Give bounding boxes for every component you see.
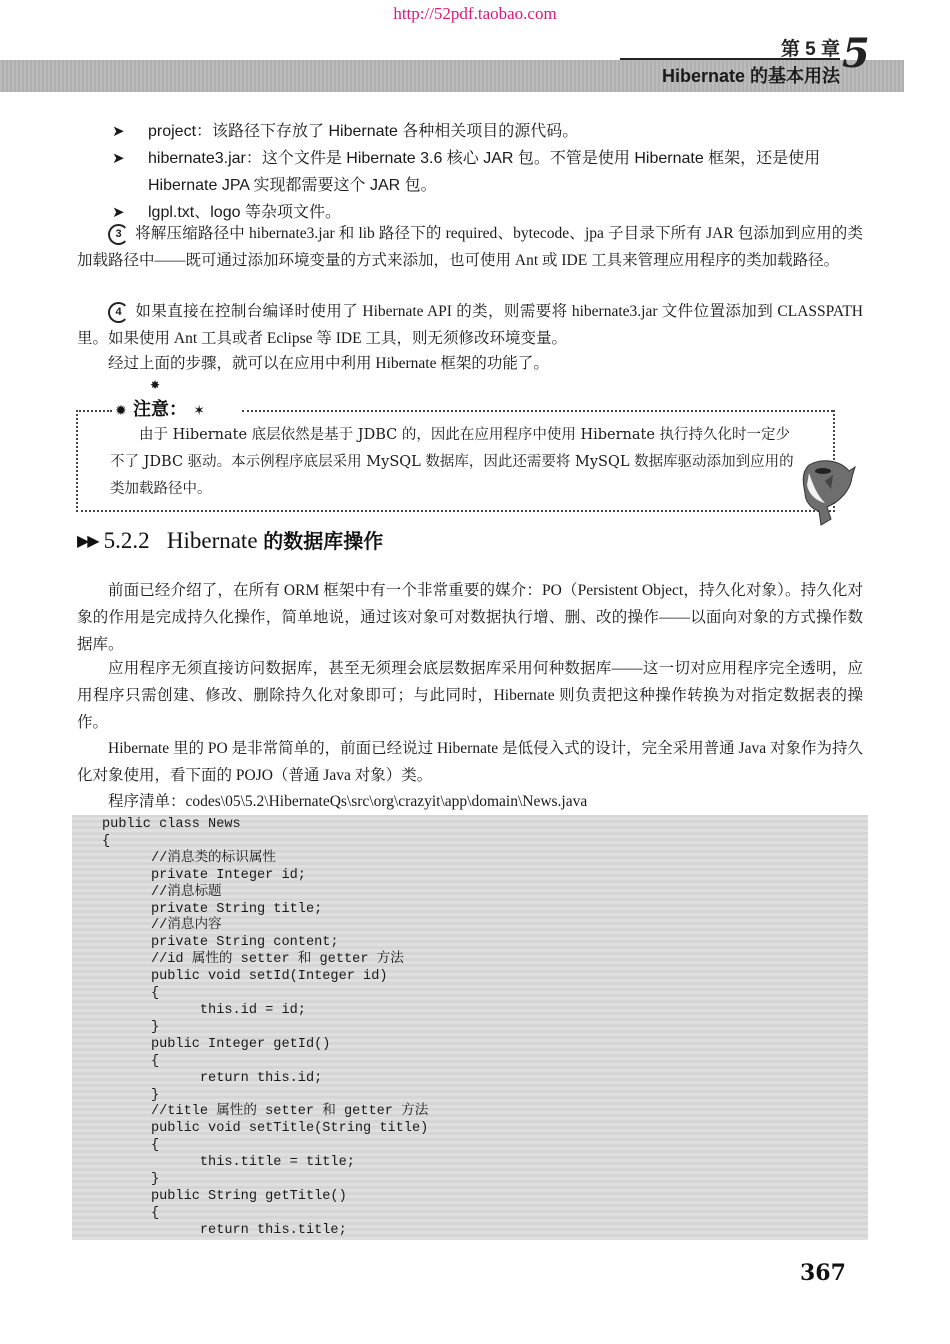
step-paragraph — [77, 220, 863, 274]
sparkle-icon: ✸ — [150, 378, 161, 392]
list-item-text: lgpl.txt、logo 等杂项文件。 — [148, 204, 341, 221]
chapter-label: 第 5 章 — [780, 39, 840, 60]
arrow-bullet-icon: ➤ — [112, 204, 125, 221]
note-label: 注意： — [133, 399, 188, 420]
body-paragraph: 前面已经介绍了，在所有 ORM 框架中有一个非常重要的媒介：PO（Persistent Object，持久化对象）。持久化对象的作用是完成持久化操作，简单地说，通过该对象可对数据执行增、删、改的操作——以面向对象的方式操作数据库。 — [77, 582, 863, 653]
sparkle-icon: ✹ — [115, 403, 127, 419]
watermark-link[interactable]: http://52pdf.taobao.com — [393, 4, 557, 23]
chapter-title: Hibernate 的基本用法 — [661, 66, 840, 86]
section-number: 5.2.2 — [103, 528, 150, 553]
step-number-icon: 3 — [108, 224, 129, 245]
note-heading — [115, 395, 205, 421]
bullet-list — [112, 118, 872, 226]
summary-paragraph: 经过上面的步骤，就可以在应用中利用 Hibernate 框架的功能了。 — [108, 355, 549, 372]
arrow-bullet-icon: ➤ — [112, 150, 125, 167]
double-arrow-icon: ▶▶ — [77, 533, 98, 550]
list-item-text: hibernate3.jar：这个文件是 Hibernate 3.6 核心 JAR 包。不管是使用 Hibernate 框架，还是使用 Hibernate JPA 实现都需要这个 JAR 包。 — [148, 150, 821, 194]
list-item-text: project：该路径下存放了 Hibernate 各种相关项目的源代码。 — [148, 123, 579, 140]
code-text: public class News { //消息类的标识属性 private Integer id; //消息标题 private String title; //消息内容 private String content; //id 属性的 setter 和 getter 方法 public void setId(Integer id) { this.id = id; } public Integer getId() { return this.id; } //title 属性的 setter 和 getter 方法 public void setTitle(String title) { this.title = title; } public String getTitle() { return this.title; — [102, 817, 429, 1238]
step-text: 如果直接在控制台编译时使用了 Hibernate API 的类，则需要将 hibernate3.jar 文件位置添加到 CLASSPATH 里。如果使用 Ant 工具或者 Eclipse 等 IDE 工具，则无须修改环境变量。 — [77, 303, 863, 347]
section-title-cn: 的数据库操作 — [263, 529, 384, 553]
orca-icon — [797, 455, 857, 531]
list-item — [112, 145, 872, 199]
section-heading — [77, 525, 383, 554]
step-text: 将解压缩路径中 hibernate3.jar 和 lib 路径下的 required、bytecode、jpa 子目录下所有 JAR 包添加到应用的类加载路径中——既可通过添加环境变量的方式来添加，也可使用 Ant 或 IDE 工具来管理应用程序的类加载路径。 — [77, 225, 863, 269]
step-paragraph — [77, 298, 863, 352]
note-text: 由于 Hibernate 底层依然是基于 JDBC 的，因此在应用程序中使用 Hibernate 执行持久化时一定少不了 JDBC 驱动。本示例程序底层采用 MySQL 数据库，因此还需要将 MySQL 数据库驱动添加到应用的类加载路径中。 — [110, 427, 794, 497]
list-item — [112, 118, 872, 145]
sparkle-icon: ✶ — [193, 403, 206, 419]
code-block — [72, 815, 868, 1240]
body-paragraph: Hibernate 里的 PO 是非常简单的，前面已经说过 Hibernate 是低侵入式的设计，完全采用普通 Java 对象作为持久化对象使用，看下面的 POJO（普通 Java 对象）类。 — [77, 740, 863, 784]
page-number: 367 — [800, 1260, 846, 1286]
section-title-en: Hibernate — [166, 528, 258, 553]
arrow-bullet-icon: ➤ — [112, 123, 125, 140]
step-number-icon: 4 — [108, 302, 129, 323]
body-paragraph: 应用程序无须直接访问数据库，甚至无须理会底层数据库采用何种数据库——这一切对应用程序完全透明，应用程序只需创建、修改、删除持久化对象即可；与此同时，Hibernate 则负责把这种操作转换为对指定数据表的操作。 — [77, 660, 863, 731]
listing-caption: 程序清单：codes\05\5.2\HibernateQs\src\org\crazyit\app\domain\News.java — [108, 793, 588, 810]
chapter-number: 5 — [842, 30, 870, 77]
